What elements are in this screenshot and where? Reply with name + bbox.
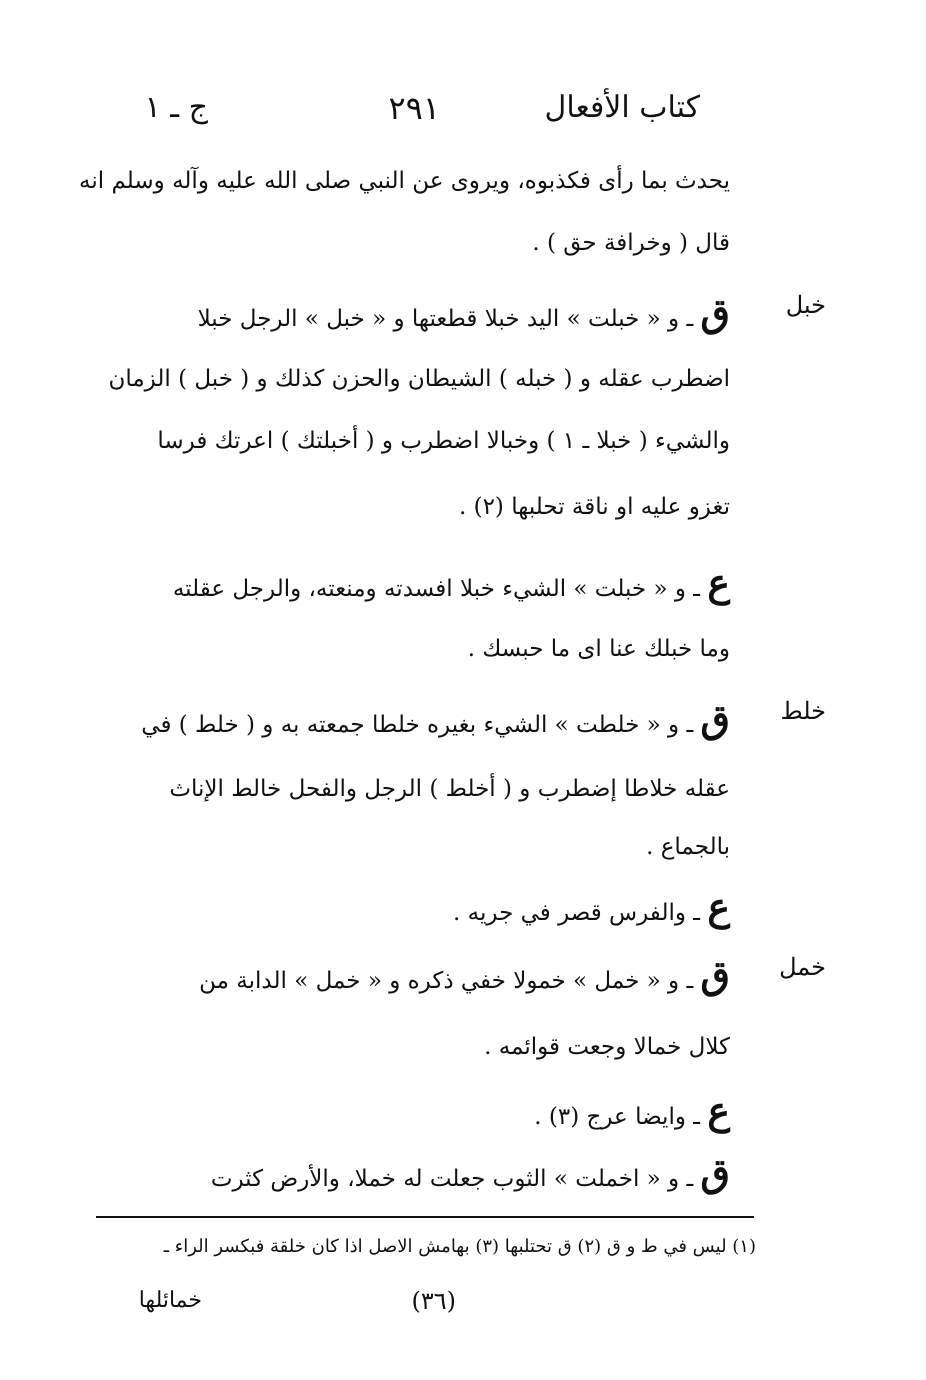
line-text: والشيء ( خبلا ـ ١ ) وخبالا اضطرب و ( أخبلتك ) اعرتك فرسا <box>157 428 730 454</box>
signature-number: (٣٦) <box>411 1287 456 1315</box>
margin-headword: خبل <box>785 291 826 319</box>
margin-headword: خمل <box>779 953 826 981</box>
line-text: وما خبلك عنا اى ما حبسك . <box>467 636 730 662</box>
line-text: ـ و « خبلت » اليد خبلا قطعتها و « خبل » الرجل خبلا <box>197 306 694 332</box>
source-mark: ع <box>707 1088 730 1133</box>
catchword: خمائلها <box>138 1288 202 1313</box>
text-line <box>120 632 730 666</box>
text-line <box>120 952 730 998</box>
line-text: بالجماع . <box>646 834 730 860</box>
text-line <box>120 884 730 930</box>
text-line <box>79 164 730 198</box>
text-line <box>120 424 730 458</box>
running-title: كتاب الأفعال <box>544 90 700 125</box>
line-text: كلال خمالا وجعت قوائمه . <box>484 1034 730 1060</box>
page-number: ٢٩١ <box>388 89 440 127</box>
footnote-rule <box>96 1216 754 1218</box>
source-mark: ق <box>700 952 730 997</box>
footnotes: (١) ليس في ط و ق (٢) ق تحتلبها (٣) بهامش الاصل اذا كان خلقة فبكسر الراء ـ <box>163 1236 756 1257</box>
line-text: يحدث بما رأى فكذبوه، ويروى عن النبي صلى الله عليه وآله وسلم انه <box>79 168 730 194</box>
source-mark: ق <box>700 696 730 741</box>
line-text: ـ و « خلطت » الشيء بغيره خلطا جمعته به و ( خلط ) في <box>141 712 694 738</box>
line-text: قال ( وخرافة حق ) . <box>532 230 730 256</box>
text-line <box>120 226 730 260</box>
line-text: ـ والفرس قصر في جريه . <box>453 900 700 926</box>
text-line <box>120 772 730 806</box>
text-line <box>120 490 730 524</box>
text-line <box>120 1150 730 1196</box>
volume-label: ج ـ ١ <box>144 90 208 125</box>
text-line <box>108 362 730 396</box>
text-line <box>120 696 730 742</box>
margin-headword: خلط <box>780 697 826 725</box>
source-mark: ع <box>707 560 730 605</box>
text-line <box>120 1030 730 1064</box>
line-text: ـ و « خبلت » الشيء خبلا افسدته ومنعته، والرجل عقلته <box>172 576 700 602</box>
line-text: تغزو عليه او ناقة تحلبها (٢) . <box>458 494 730 520</box>
source-mark: ع <box>707 884 730 929</box>
text-line <box>120 830 730 864</box>
line-text: ـ و « اخملت » الثوب جعلت له خملا، والأرض كثرت <box>210 1166 694 1192</box>
source-mark: ق <box>700 1150 730 1195</box>
source-mark: ق <box>700 290 730 335</box>
line-text: ـ و « خمل » خمولا خفي ذكره و « خمل » الدابة من <box>199 968 694 994</box>
text-line <box>120 1088 730 1134</box>
text-line <box>120 290 730 336</box>
text-line <box>120 560 730 606</box>
line-text: عقله خلاطا إضطرب و ( أخلط ) الرجل والفحل خالط الإناث <box>169 776 730 802</box>
line-text: اضطرب عقله و ( خبله ) الشيطان والحزن كذلك و ( خبل ) الزمان <box>108 366 730 392</box>
line-text: ـ وايضا عرج (٣) . <box>534 1104 700 1130</box>
